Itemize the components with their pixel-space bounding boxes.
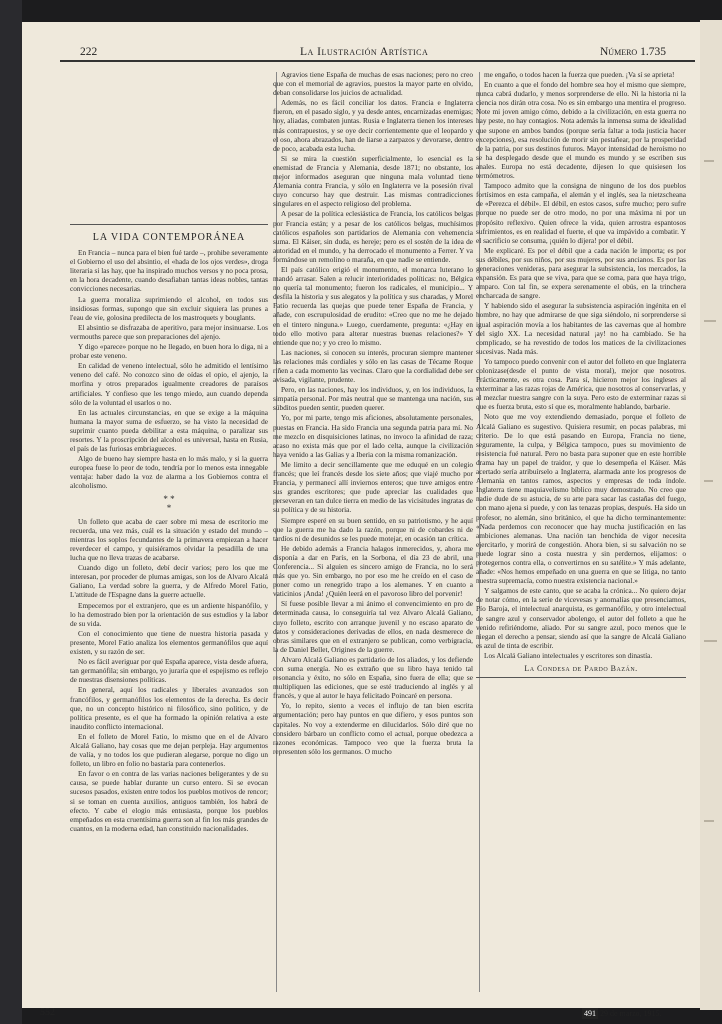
paragraph: Un folleto que acaba de caer sobre mi mesa de escritorio me recuerda, una vez más, cuál es la situación y estado del mundo – mientras los soplos fecundantes de la primavera empiezan a hacer reverdecer el campo, y quisiéramos olvidar la pesadilla de una lucha que no lleva trazas de acabarse.	[70, 516, 268, 563]
paragraph: La guerra moraliza suprimiendo el alcohol, en todos sus insidiosas formas, supongo que sin excluir siquiera las prunes a l'eau de vie, golosina predilecta de los mastroquets y bouglants.	[70, 294, 268, 322]
paragraph: Los Alcalá Galiano intelectuales y escritores son dinastía.	[484, 650, 653, 660]
paragraph: El absintio se disfrazaba de aperitivo, para mejor insinuarse. Los vermouths parece que son preparaciones del ajenjo.	[70, 322, 268, 341]
paragraph: Sí fuese posible llevar a mi ánimo el convencimiento en pro de determinada causa, lo conseguiría tal vez Alvaro Alcalá Galiano, cuyo folleto, escrito con arranque juvenil y no escaso aparato de datos y consideraciones derivadas de ellos, en nada desmerece de obras similares que en el extranjero se publican, como verbigracia, la de Daniel Bellet, Origines de la guerre.	[273, 599, 473, 654]
page-number: 222	[80, 46, 98, 58]
paragraph: Siempre esperé en su buen sentido, en su patriotismo, y he aquí que la guerra me ha dado la razón, porque ni de cobardes ni de tardíos ni de desunidos se les puede motejar, en ocasión tan crítica.	[273, 515, 473, 543]
paragraph: Noto que me voy extendiendo demasiado, porque el folleto de Alcalá Galiano es sugestivo. Quisiera resumir, en pocas palabras, mi criterio. De lo que está pasando en Europa, Francia no tiene, seguramente, la culpa, y Bélgica tampoco, pues su movimiento de resistencia fué natural. Pero no basta para suponer que en este horrible drama hay un papel de traidor, y que lo desempeña el Káiser. Más acertado sería atribuírselo a Inglaterra, alarmada ante los progresos de Alemania en tantos ramos, aspectos y empresas de toda índole. Inglaterra tiene maquiavelismo bíblico muy demostrado. No creo que nadie dude de su astucia, de su arte para sacar las castañas del fuego, con mano ajena si puede, y con las tenazas propias, después. Ha sido un profesor, no alemán, sino británico, el que ha dicho terminantemente: «Nada perdemos con reconocer que hay mucha justificación en las ambiciones alemanas. Una nación tan henchida de vigor necesita ejercitarlo, y morirá de congestión. Ahora bien, si su salvación no se puede lograr sino a costa nuestra y sin perdernos, elijamos: o protegernos contra ella, o convertirnos en su satélite.» Y más adelante, añade: «Nos hemos empeñado en una guerra en que se litiga, no tanto nuestra supremacía, como nuestra existencia nacional.»	[476, 412, 686, 586]
paragraph: Me explicaré. Es por el débil que a cada nación le importa; es por sus débiles, por sus niños, por sus mujeres, por sus ancianos. Es por las generaciones venideras, para asegurar la subsistencia, los mercados, la expansión. Es para que se viva, para que se coma, para que haya trigo, amparo. Con tal fin, se expera serenamente el obús, en la trinchera encharcada de sangre.	[476, 245, 686, 301]
paragraph: Si se mira la cuestión superficialmente, lo esencial es la enemistad de Francia y Alemania, desde 1871; no obstante, los mejor informados aseguran que ninguna mala voluntad tiene Alemania contra Francia, y sólo en Inglaterra ve la posesión rival cuyo concurso hay que destruir. Las mismas contradicciones singulares en el aspecto religioso del problema.	[273, 153, 473, 209]
author-signature: La Condesa de Pardo Bazán.	[524, 664, 638, 673]
paragraph: Yo, lo repito, siento a veces el influjo de tan bien escrita argumentación; pero hay puntos en que difiero, y esos puntos son capitales. No voy a extenderme en dilucidarlos. Sólo diré que no considero bárbaro un conflicto como el actual, porque obedezca a razones económicas. Tampoco veo que la fuerza bruta la representen sólo los germanos. O mucho	[273, 701, 473, 756]
paragraph: Además, no es fácil conciliar los datos. Francia e Inglaterra fueron, en el pasado siglo, y ya desde antes, encarnizadas enemigas; hoy, aliadas, combaten juntas. Rusia e Inglaterra tienen los intereses más contrapuestos, y se oye decir corrientemente que el leopardo y el oso, ahora abrazados, han de liarse a zarpazos y devorarse, dentro de poco, acabada esta lucha.	[273, 98, 473, 153]
footer-badge: 491	[584, 1009, 596, 1018]
paragraph: Con el conocimiento que tiene de nuestra historia pasada y presente, Morel Fatio analiza los elementos germanófilos que aquí existen, y su razón de ser.	[70, 628, 268, 657]
column-1	[70, 70, 268, 1000]
paragraph: Y salgamos de este canto, que se acaba la crónica... No quiero dejar de notar cómo, en la serie de vicevesas y anomalías que presenciamos, Pío Baroja, el intelectual anarquista, es germanófilo, y otro intelectual de sangre azul y conservador abolengo, el autor del folleto a que he venido refiriéndome, aliado. Por su sangre azul, poco menos que le niegan el derecho a pensar, siendo así que la sangre de Alcalá Galiano es azul de tinta de escribir.	[476, 586, 686, 650]
paragraph: me engaño, o todos hacen la fuerza que pueden. ¡Va sí se aprieta!	[484, 70, 675, 79]
section-stars: * * *	[163, 493, 175, 513]
paragraph: Yo, por mi parte, tengo mis aficiones, absolutamente personales, puestas en Francia. Ha sido Francia una segunda patria para mí. No me mezclo en disquisiciones latinas, no invoco la afinidad de raza; acaso no exista más que por el lado celta, aunque la civilización haya venido a las Galias y a Iberia con la misma romanización.	[273, 413, 473, 459]
issue-number: Número 1.735	[600, 46, 666, 58]
column-2	[273, 70, 473, 1000]
paragraph: En las actuales circunstancias, en que se exige a la máquina humana la mayor suma de esfuerzo, se ha visto la necesidad de suprimir cuanto pueda debilitar a esta máquina, o paralizar sus resortes. Y la proscripción del alcohol es universal, hasta en Rusia, el país de las furiosas embriagueces.	[70, 407, 268, 454]
paragraph: En calidad de veneno intelectual, sólo he admitido el lentísimo veneno del café. No conozco sino de oídas el opio, el ajenjo, la morfina y otros preparados igualmente creadores de paraísos artificiales. Y confieso que les tengo miedo, aun cuando dependa sólo de la voluntad el usarlos o no.	[70, 361, 268, 407]
paragraph: Me limito a decir sencillamente que me eduqué en un colegio francés; que leí francés desde los siete años; que viajé mucho por Francia, y permanecí allí inviernos enteros; que tuve amigos entre sus grandes escritores; que pude apreciar las cualidades que perseveran en tan dulce tierra en medio de las vicisitudes ingratas de su política y de su historia.	[273, 459, 473, 515]
paragraph: Cuando digo un folleto, debí decir varios; pero los que me interesan, por proceder de plumas amigas, son los de Alvaro Alcalá Galiano, La verdad sobre la guerra, y de Alfredo Morel Fatio, L'attitude de l'Espagne dans la guerre actuelle.	[70, 563, 268, 600]
paragraph: Algo de bueno hay siempre hasta en lo más malo, y si la guerra europea fuese lo peor de todo, tendría por lo menos esta innegable ventaja: haber dado la voz de alarma a los Gobiernos contra el alcoholismo.	[70, 454, 268, 491]
paragraph: El país católico erigió el monumento, el monarca luterano lo mandó arrasar. Salen a relucir interioridades políticas: no, Bélgica no quería tal monumento; fueron los radicales, el municipio... Y desfila la historia y sus alegatos y la política y sus charadas, y Morel Fatio recuerda las quejas que puede tener España de Francia, y añade, con escrupulosidad de erudito: «Creo que no me he dejado en el tintero ninguna.» Luego, cuerdamente, pregunta: «¿Hay en todo ello motivo para alterar nuestras buenas relaciones?» Y entiende que no; y yo creo lo mismo.	[273, 264, 473, 347]
paragraph: Y habiendo sido el asegurar la subsistencia aspiración ingénita en el hombre, no hay que admirarse de que siga siéndolo, ni sorprenderse si igual aspiración movía a los habitantes de las cavernas que al hombre del siglo XX. La necesidad natural ¡ay! no ha cambiado. Se ha complicado, se ha revestido de todos los matices de la civilizaciones sucesivas. Nada más.	[476, 301, 686, 356]
paragraph: Empecemos por el extranjero, que es un ardiente hispanófilo, y lo ha demostrado bien por la orientación de sus estudios y la labor de su vida.	[70, 600, 268, 628]
journal-title: La Ilustración Artística	[300, 46, 429, 58]
paragraph: Tampoco admito que la consigna de ninguno de los dos pueblos fortísimos en esta campaña, el alemán y el inglés, sea la nietzscheana de «Perezca el débil». El débil, en estos casos, sufre mucho; pero sufre porque no puede ser de otro modo, no por una máxima ni por un propósito reflexivo. Quien ofrece la vida, quien arrostra espantosos sufrimientos, es en realidad el fuerte, el que va impávido a combatir. Y el sacrificio se consuma, ¡quién lo dijera! por el débil.	[476, 181, 686, 245]
footer-page-number: 552	[40, 1007, 55, 1018]
next-page-edge	[700, 20, 722, 1010]
paragraph: Agravios tiene España de muchas de esas naciones; pero no creo que con el memorial de agravios, puestos la mayor parte en olvido, deban consolidarse los juicios de actualidad.	[273, 70, 473, 98]
paragraph: En general, aquí los radicales y liberales avanzados son francófilos, y germanófilos los elementos de la derecha. Es decir que, no un concepto histórico ni filosófico, sino político, y de política presente, es el que ha formado la opinión relativa a este inaudito conflicto internacional.	[70, 685, 268, 731]
paragraph: Las naciones, si conocen su interés, procuran siempre mantener las relaciones más cordiales y sólo en las casas de Técame Roque riñen a cada momento las vecinas. Claro que la cordialidad debe ser avisada, vigilante, prudente.	[273, 347, 473, 385]
paragraph: No es fácil averiguar por qué España aparece, vista desde afuera, tan germanófila; sin embargo, yo juraría que el espejismo es reflejo de nuestras disensiones políticas.	[70, 657, 268, 685]
paragraph: En cuanto a que el fondo del hombre sea hoy el mismo que siempre, nunca cabrá dudarlo, y menos sorprenderse de ello. Ni la historia ni la ciencia nos dirán otra cosa. No es sin embargo una mentira el progreso. Note mi joven amigo cómo, debido a la civilización, en esta guerra no hay peste, no hay contagios. Nota además la inmensa suma de idealidad que supone en ambos bandos (porque sería faltar a toda justicia hacer excepciones), esa resolución de morir sin pestañear, por la prosperidad de la patria, por sus destinos futuros. Mayor intensidad de heroísmo no se ha desplegado desde que el mundo es mundo y se escriben sus anales. Europa no está decadente, díjesen lo que quisiesen los termómetros.	[476, 80, 686, 181]
paragraph: Pero, en las naciones, hay los individuos, y, en los individuos, la simpatía personal. Por más neutral que se mantenga una nación, sus súbditos pueden sentir, pueden querer.	[273, 385, 473, 413]
paragraph: En favor o en contra de las varias naciones beligerantes y de su causa, se puede hablar durante un curso entero. Si se evocan sucesos pasados, existen entre todos los pueblos motivos de rencor; si se toman en cuenta auxilios, antiguos también, los habrá de efecto. Y cabe el elogio más entusiasta, porque los pueblos empeñados en esta cruentísima guerra son al fin los más grandes de cuantos, en la moderna edad, han constituido nacionalidades.	[70, 769, 268, 833]
header-rule	[60, 60, 695, 62]
footer-date: 29 de marzo, 1915.	[600, 1009, 662, 1018]
paragraph: A pesar de la política eclesiástica de Francia, los católicos belgas por Francia están; y a pesar de los católicos belgas, muchísimos católicos españoles son partidarios de Alemania con vehemencia suma. El Káiser, sin duda, es hereje; pero es el sostén de la idea de autoridad en el mundo, y ha derrocado el monumento a Ferrer. Y va formándose un remolino o maraña, en que nadie se entiende.	[273, 209, 473, 264]
paragraph: Alvaro Alcalá Galiano es partidario de los aliados, y los defiende con suma energía. No es extraño que su libro haya tenido tal resonancia y éxito, no sólo en España, sino fuera de ella; que se multipliquen las ediciones, que se esté traduciendo al inglés y al francés, y que al autor le haya felicitado Poincaré en persona.	[273, 654, 473, 701]
book-gutter	[0, 0, 22, 1024]
paragraph: Yo tampoco puedo convenir con el autor del folleto en que Inglaterra colonizase(desde el punto de vista moral), mejor que nosotros. Prácticamente, es otra cosa. Para sí, hicieron mejor los ingleses al exterminar a las razas rojas de América, que nosotros al conservarlas, y al mezclar nuestra sangre con la suya. Pero esto de exterminar razas si que es fuerza bruta, esto sí que es, moralmente hablando, barbarie.	[476, 356, 686, 412]
column-3	[476, 70, 686, 1000]
paragraph: En el folleto de Morel Fatio, lo mismo que en el de Alvaro Alcalá Galiano, hay cosas que me dejan perpleja. Hay argumentos de valía, y no todos los que pudieran alegarse, porque no digo un folleto, un libro en folio no bastaría para contenerlos.	[70, 731, 268, 769]
section-title: LA VIDA CONTEMPORÁNEA	[92, 232, 246, 243]
footer-date-line	[582, 1008, 662, 1019]
paragraph: En Francia – nunca para el bien fué tarde –, prohibe severamente el Gobierno el uso del absintio, el «hada de los ojos verdes», droga literaria si las hay, que ha inspirado muchos versos y no poca prosa, en la hora decadente, cuando desafiaban tantas ideas nobles, tantas convicciones necesarias.	[70, 248, 268, 294]
paragraph: Y digo «parece» porque no he llegado, en buen hora lo diga, ni a probar este veneno.	[70, 342, 268, 361]
paragraph: He debido además a Francia halagos inmerecidos, y, ahora me disponía a dar en París, en la Sorbona, el día 23 de abril, una Conferencia... Si alguien es sincero amigo de Francia, no lo será más que yo. Sin embargo, no por eso me he creído en el caso de poner como un renegrido trapo a los alemanes. Y en cuanto a vaticinios ¡Anda! ¿Quién leerá en el pavoroso libro del porvenir!	[273, 543, 473, 599]
